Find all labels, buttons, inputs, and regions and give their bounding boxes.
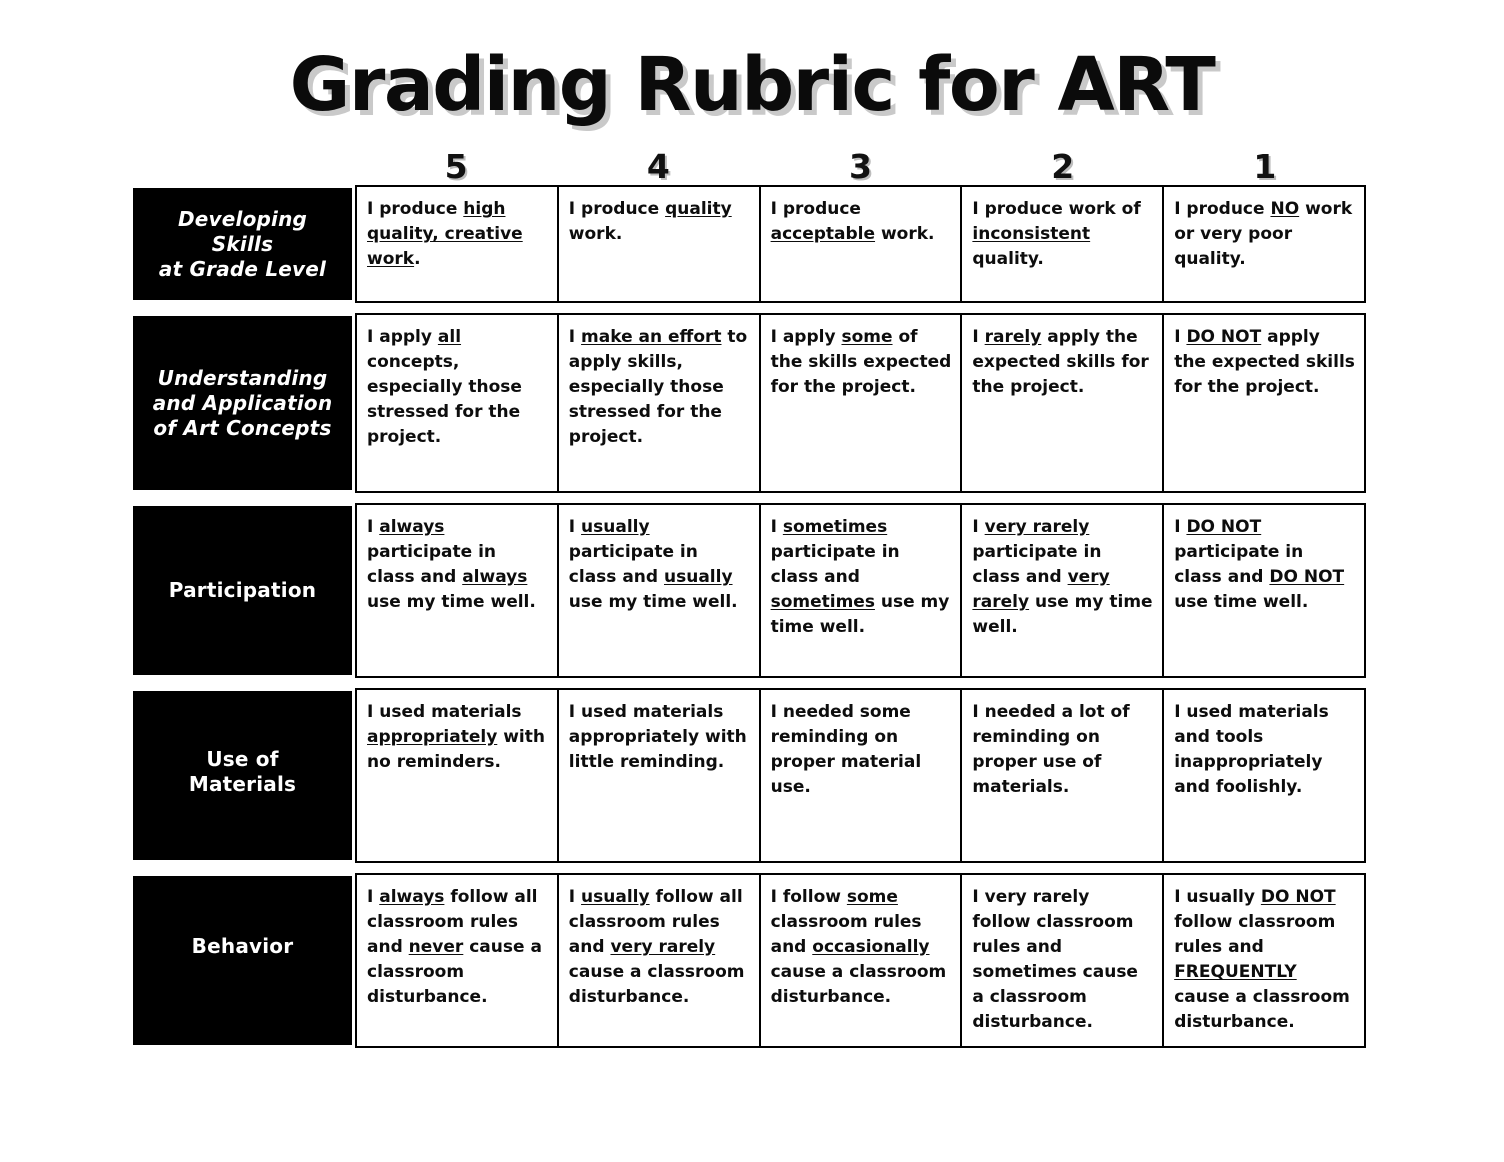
cell-text: I xyxy=(367,887,380,907)
cell-text: I apply xyxy=(367,327,438,347)
rubric-row xyxy=(130,688,1366,863)
cell-emphasis: some xyxy=(841,327,893,347)
rubric-cell xyxy=(559,875,761,1046)
row-label-behavior xyxy=(130,873,355,1048)
cell-emphasis: usually xyxy=(664,567,733,587)
row-label-line: Use of xyxy=(206,747,279,771)
rubric-cell xyxy=(559,505,761,676)
cell-text: concepts, especially those stressed for the project. xyxy=(367,352,522,447)
row-cells xyxy=(355,503,1366,678)
cell-text: use time well. xyxy=(1174,592,1309,612)
rubric-cell xyxy=(357,187,559,301)
score-header-3: 3 xyxy=(849,147,872,186)
cell-text: I xyxy=(367,517,380,537)
rubric-cell xyxy=(962,315,1164,491)
rubric-cell xyxy=(1164,315,1364,491)
rubric-row xyxy=(130,185,1366,303)
cell-emphasis: very rarely xyxy=(984,517,1090,537)
cell-text: cause a classroom disturbance. xyxy=(568,962,745,1007)
rubric-cell xyxy=(761,690,963,861)
cell-text: I needed a lot of reminding on proper use of materials. xyxy=(972,702,1130,797)
cell-text: cause a classroom disturbance. xyxy=(367,937,542,1007)
rubric-row xyxy=(130,873,1366,1048)
rubric-cell xyxy=(962,875,1164,1046)
cell-text: use my time well. xyxy=(770,592,950,637)
cell-text: work. xyxy=(568,224,623,244)
cell-text: work. xyxy=(875,224,935,244)
cell-text: participate in class and xyxy=(770,542,900,587)
cell-text: I usually xyxy=(1174,887,1261,907)
cell-text: classroom rules and xyxy=(770,912,922,957)
cell-text: I follow xyxy=(770,887,847,907)
cell-text: participate in class and xyxy=(1174,542,1304,587)
rubric-cell xyxy=(357,505,559,676)
cell-text: follow classroom rules and xyxy=(1174,912,1336,957)
cell-text: participate in class and xyxy=(367,542,497,587)
cell-text: I xyxy=(972,327,985,347)
rubric-cell xyxy=(761,315,963,491)
cell-emphasis: sometimes xyxy=(782,517,888,537)
cell-emphasis: quality xyxy=(665,199,732,219)
cell-text: apply the expected skills for the project. xyxy=(1174,327,1355,397)
cell-emphasis: very rarely xyxy=(610,937,716,957)
rubric-cell xyxy=(962,690,1164,861)
cell-text: I very rarely follow classroom rules and sometimes cause a classroom disturbance. xyxy=(972,887,1138,1032)
row-label-line: of Art Concepts xyxy=(153,415,332,440)
cell-text: I xyxy=(972,517,985,537)
rubric-cell xyxy=(962,505,1164,676)
row-label-line: Developing xyxy=(177,206,308,231)
cell-text: cause a classroom disturbance. xyxy=(770,962,947,1007)
rubric-cell xyxy=(1164,505,1364,676)
row-label-line: Understanding xyxy=(157,365,328,390)
cell-text: participate in class and xyxy=(568,542,698,587)
cell-text: of the skills expected for the project. xyxy=(770,327,952,397)
cell-text: I produce work of xyxy=(972,199,1141,219)
rubric-row xyxy=(130,313,1366,493)
cell-text: I produce xyxy=(770,199,861,219)
score-header-2: 2 xyxy=(1051,147,1075,186)
rubric-cell xyxy=(761,505,963,676)
cell-text: I xyxy=(568,887,582,907)
row-cells xyxy=(355,313,1366,493)
cell-emphasis: sometimes xyxy=(770,592,875,612)
page-title: Grading Rubric for ART xyxy=(289,42,1215,128)
cell-emphasis: FREQUENTLY xyxy=(1174,962,1297,982)
cell-text: work or very poor quality. xyxy=(1174,199,1353,269)
score-header-5: 5 xyxy=(444,147,468,186)
row-label-line: Participation xyxy=(168,578,317,602)
rubric-cell xyxy=(1164,187,1364,301)
cell-emphasis: occasionally xyxy=(812,937,930,957)
rubric-cell xyxy=(962,187,1164,301)
row-label-line: Behavior xyxy=(191,934,294,958)
cell-text: I xyxy=(1174,517,1187,537)
cell-emphasis: always xyxy=(462,567,528,587)
score-header-4: 4 xyxy=(646,147,670,186)
cell-emphasis: usually xyxy=(581,517,650,537)
rubric-cell xyxy=(1164,690,1364,861)
row-label-understanding-application xyxy=(130,313,355,493)
cell-text: I used materials appropriately with little reminding. xyxy=(568,702,747,772)
cell-text: I xyxy=(568,327,582,347)
cell-text: use my time well. xyxy=(367,592,536,612)
row-label-developing-skills xyxy=(130,185,355,303)
cell-emphasis: some xyxy=(846,887,898,907)
row-label-use-of-materials xyxy=(130,688,355,863)
cell-text: I used materials xyxy=(367,702,522,722)
row-label-line: Materials xyxy=(188,772,297,796)
cell-emphasis: make an effort xyxy=(581,327,722,347)
rubric-cell xyxy=(357,315,559,491)
cell-text: I apply xyxy=(770,327,842,347)
row-label-line: at Grade Level xyxy=(158,256,327,281)
cell-emphasis: never xyxy=(408,937,464,957)
row-label-line: and Application xyxy=(152,390,333,415)
cell-text: I xyxy=(1174,327,1187,347)
cell-emphasis: DO NOT xyxy=(1260,887,1336,907)
cell-text: use my time well. xyxy=(972,592,1153,637)
cell-emphasis: usually xyxy=(581,887,650,907)
cell-text: participate in class and xyxy=(972,542,1102,587)
grading-rubric-table xyxy=(130,134,1366,1048)
cell-text: apply the expected skills for the project. xyxy=(972,327,1149,397)
cell-emphasis: DO NOT xyxy=(1186,327,1262,347)
cell-emphasis: DO NOT xyxy=(1269,567,1345,587)
rubric-cell xyxy=(357,690,559,861)
cell-text: I needed some reminding on proper material use. xyxy=(770,702,922,797)
cell-text: I xyxy=(568,517,582,537)
cell-text: to apply skills, especially those stressed for the project. xyxy=(568,327,748,447)
cell-emphasis: appropriately xyxy=(367,727,498,747)
cell-text: with no reminders. xyxy=(367,727,545,772)
cell-text: I produce xyxy=(568,199,666,219)
score-header-row xyxy=(130,134,1366,185)
cell-text: use my time well. xyxy=(568,592,738,612)
rubric-cell xyxy=(761,875,963,1046)
cell-text: quality. xyxy=(972,249,1044,269)
cell-emphasis: high quality, creative work xyxy=(367,199,523,269)
cell-emphasis: all xyxy=(437,327,462,347)
cell-emphasis: NO xyxy=(1270,199,1300,219)
cell-text: follow all classroom rules and xyxy=(367,887,538,957)
rubric-cell xyxy=(559,187,761,301)
row-cells xyxy=(355,688,1366,863)
cell-text: . xyxy=(414,249,421,269)
row-cells xyxy=(355,185,1366,303)
cell-emphasis: always xyxy=(379,887,445,907)
cell-emphasis: acceptable xyxy=(770,224,876,244)
rubric-cell xyxy=(357,875,559,1046)
cell-text: I produce xyxy=(1174,199,1271,219)
score-header-1: 1 xyxy=(1253,147,1277,186)
row-cells xyxy=(355,873,1366,1048)
cell-text: I xyxy=(770,517,783,537)
cell-emphasis: rarely xyxy=(984,327,1042,347)
cell-text: I produce xyxy=(367,199,464,219)
rubric-row xyxy=(130,503,1366,678)
rubric-cell xyxy=(1164,875,1364,1046)
rubric-cell xyxy=(761,187,963,301)
rubric-cell xyxy=(559,315,761,491)
cell-text: I used materials and tools inappropriately and foolishly. xyxy=(1174,702,1329,797)
cell-emphasis: inconsistent xyxy=(972,224,1091,244)
cell-text: cause a classroom disturbance. xyxy=(1174,987,1350,1032)
row-label-participation xyxy=(130,503,355,678)
cell-text: follow all classroom rules and xyxy=(568,887,743,957)
cell-emphasis: DO NOT xyxy=(1186,517,1262,537)
row-label-line: Skills xyxy=(211,231,274,256)
rubric-cell xyxy=(559,690,761,861)
cell-emphasis: always xyxy=(379,517,445,537)
cell-emphasis: very rarely xyxy=(972,567,1110,612)
